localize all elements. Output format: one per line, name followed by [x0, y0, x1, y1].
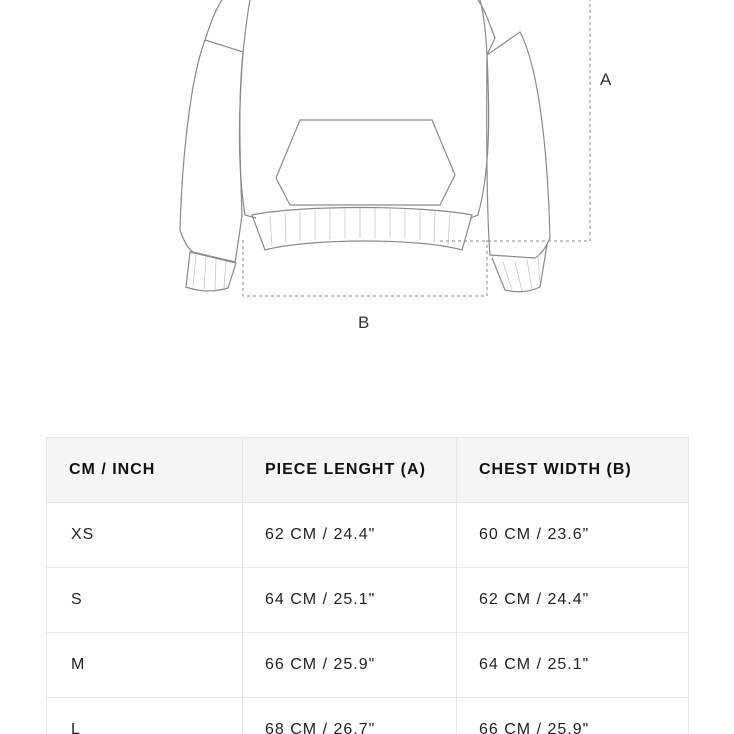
length-cell: 66 CM / 25.9" — [243, 633, 457, 698]
header-unit: CM / INCH — [47, 438, 243, 503]
length-cell: 62 CM / 24.4" — [243, 503, 457, 568]
hoodie-cuff-left — [186, 252, 236, 291]
size-cell: L — [47, 698, 243, 734]
width-cell: 64 CM / 25.1" — [457, 633, 689, 698]
table-row — [47, 633, 689, 698]
hoodie-pocket — [276, 120, 455, 205]
table-row — [47, 698, 689, 734]
measure-line-b — [243, 240, 487, 296]
hoodie-body-right — [470, 55, 489, 218]
hoodie-shoulder-right — [478, 0, 495, 55]
size-cell: XS — [47, 503, 243, 568]
hoodie-body-left — [239, 52, 256, 218]
width-cell: 66 CM / 25.9" — [457, 698, 689, 734]
hoodie-sleeve-right — [487, 32, 550, 258]
width-cell: 62 CM / 24.4" — [457, 568, 689, 633]
size-cell: S — [47, 568, 243, 633]
table-row — [47, 568, 689, 633]
hoodie-sleeve-left — [180, 40, 243, 262]
table-row — [47, 503, 689, 568]
hoodie-shoulder-left — [205, 0, 250, 52]
size-chart-table — [46, 437, 689, 734]
measure-label-a: A — [600, 70, 612, 89]
length-cell: 68 CM / 26.7" — [243, 698, 457, 734]
header-chest-width: CHEST WIDTH (B) — [457, 438, 689, 503]
length-cell: 64 CM / 25.1" — [243, 568, 457, 633]
measure-label-b: B — [358, 313, 370, 332]
table-header-row — [47, 438, 689, 503]
size-cell: M — [47, 633, 243, 698]
hoodie-diagram — [0, 0, 734, 340]
header-piece-length: PIECE LENGHT (A) — [243, 438, 457, 503]
width-cell: 60 CM / 23.6" — [457, 503, 689, 568]
